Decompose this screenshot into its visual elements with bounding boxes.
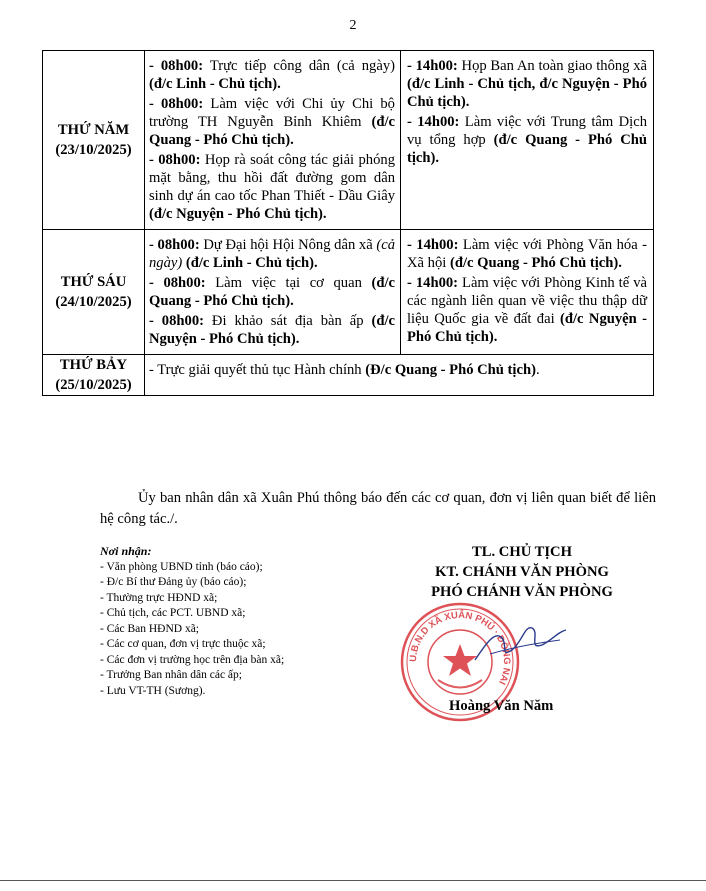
entry-bold-text: (Đ/c Quang - Phó Chủ tịch): [365, 362, 536, 378]
full-day-cell: [145, 355, 654, 396]
entry-text: Làm việc tại cơ quan: [205, 275, 372, 291]
entry-bold-text: - 08h00:: [149, 96, 204, 112]
entry-bold-text: (đ/c Nguyện - Phó Chủ tịch).: [149, 313, 395, 347]
recipient-item: - Văn phòng UBND tỉnh (báo cáo);: [100, 560, 263, 573]
entry-bold-text: (đ/c Linh - Chủ tịch, đ/c Nguyện - Phó Chủ tịch).: [407, 76, 647, 110]
entry-bold-text: - 08h00:: [149, 313, 204, 329]
schedule-entry: [407, 236, 647, 272]
page-number: 2: [349, 18, 357, 33]
entry-text: Họp rà soát công tác giải phóng mặt bằng, thu hồi đất đường gom dân sinh dự án cao tốc Phan Thiết - Dầu Giây: [149, 152, 395, 204]
day-cell: [43, 355, 145, 396]
signer-name: Hoàng Văn Năm: [449, 698, 554, 714]
day-name: THỨ NĂM: [57, 122, 130, 138]
entry-bold-text: - 08h00:: [149, 275, 206, 291]
entry-text: Làm việc với Phòng Kinh tế và các ngành liên quan về việc thu thập dữ liệu Quốc gia về đất đai: [407, 275, 647, 327]
entry-text: (cả ngày): [149, 237, 395, 271]
entry-text: Họp Ban An toàn giao thông xã: [457, 58, 647, 74]
recipients-block: [100, 544, 380, 699]
signature-block: [392, 542, 652, 602]
schedule-row: [43, 355, 654, 396]
entry-bold-text: (đ/c Nguyện - Phó Chủ tịch).: [407, 311, 647, 345]
entry-text: Đi khảo sát địa bàn ấp: [203, 313, 372, 329]
recipient-item: - Trưởng Ban nhân dân các ấp;: [100, 669, 242, 681]
day-cell: [43, 230, 145, 355]
entry-bold-text: (đ/c Quang - Phó Chủ tịch).: [407, 132, 647, 166]
entry-text: Làm việc với Chi ủy Chi bộ trường TH Nguyễn Bỉnh Khiêm: [149, 96, 395, 130]
entry-text: Làm việc với Phòng Văn hóa - Xã hội: [407, 237, 647, 271]
morning-cell: [145, 51, 401, 230]
stamp-text: U.B.N.D XÃ XUÂN PHÚ · ĐỒNG NAI: [407, 609, 513, 687]
schedule-entry: [149, 95, 395, 149]
entry-text: - Trực giải quyết thủ tục Hành chính: [149, 362, 366, 378]
entry-text: .: [535, 362, 540, 378]
recipient-item: - Lưu VT-TH (Sương).: [100, 684, 206, 697]
entry-text: Làm việc với Trung tâm Dịch vụ tổng hợp: [407, 114, 647, 148]
schedule-entry: [149, 312, 395, 348]
signature-title-2: KT. CHÁNH VĂN PHÒNG: [435, 564, 609, 580]
entry-bold-text: (đ/c Quang - Phó Chủ tịch).: [149, 275, 395, 309]
handwritten-signature: [470, 610, 570, 670]
schedule-entry: [407, 57, 647, 111]
schedule-entry: [149, 236, 395, 272]
day-name: THỨ SÁU: [60, 274, 127, 290]
entry-bold-text: - 14h00:: [407, 114, 460, 130]
recipient-item: - Thường trực HĐND xã;: [100, 591, 218, 604]
schedule-row: [43, 230, 654, 355]
day-cell: [43, 51, 145, 230]
schedule-entry: [149, 361, 647, 379]
recipient-item: - Các cơ quan, đơn vị trực thuộc xã;: [100, 638, 266, 650]
closing-paragraph: Ủy ban nhân dân xã Xuân Phú thông báo đến các cơ quan, đơn vị liên quan biết để liên hệ công tác./.: [100, 490, 656, 527]
schedule-entry: [149, 151, 395, 223]
day-date: (23/10/2025): [55, 142, 132, 158]
entry-bold-text: (đ/c Quang - Phó Chủ tịch).: [449, 255, 622, 271]
entry-bold-text: (đ/c Quang - Phó Chủ tịch).: [149, 114, 395, 148]
afternoon-cell: [401, 230, 654, 355]
schedule-entry: [407, 113, 647, 167]
entry-bold-text: (đ/c Nguyện - Phó Chủ tịch).: [149, 206, 327, 222]
entry-bold-text: - 14h00:: [407, 237, 459, 253]
morning-cell: [145, 230, 401, 355]
schedule-table: [42, 50, 654, 396]
schedule-entry: [407, 274, 647, 346]
recipient-item: - Đ/c Bí thư Đảng ủy (báo cáo);: [100, 576, 247, 588]
schedule-row: [43, 51, 654, 230]
schedule-entry: [149, 274, 395, 310]
recipient-item: - Chủ tịch, các PCT. UBND xã;: [100, 607, 246, 619]
day-date: (24/10/2025): [55, 294, 132, 310]
entry-bold-text: (đ/c Linh - Chủ tịch).: [149, 76, 281, 92]
recipients-heading: Nơi nhận:: [100, 544, 152, 558]
entry-bold-text: - 14h00:: [407, 275, 459, 291]
recipient-item: - Các đơn vị trường học trên địa bàn xã;: [100, 653, 285, 666]
entry-bold-text: (đ/c Linh - Chủ tịch).: [185, 255, 318, 271]
entry-text: Trực tiếp công dân (cả ngày): [203, 58, 395, 74]
page-bottom-edge: [0, 880, 706, 881]
afternoon-cell: [401, 51, 654, 230]
day-date: (25/10/2025): [55, 377, 132, 393]
entry-bold-text: - 08h00:: [149, 58, 204, 74]
entry-bold-text: - 14h00:: [407, 58, 458, 74]
signature-title-3: PHÓ CHÁNH VĂN PHÒNG: [431, 584, 613, 600]
recipient-item: - Các Ban HĐND xã;: [100, 622, 200, 635]
signature-title-1: TL. CHỦ TỊCH: [472, 544, 572, 560]
entry-bold-text: - 08h00:: [149, 237, 200, 253]
schedule-entry: [149, 57, 395, 93]
entry-bold-text: - 08h00:: [149, 152, 201, 168]
entry-text: Dự Đại hội Hội Nông dân xã: [199, 237, 377, 253]
recipients-list: [100, 560, 380, 700]
day-name: THỨ BẢY: [59, 357, 128, 373]
